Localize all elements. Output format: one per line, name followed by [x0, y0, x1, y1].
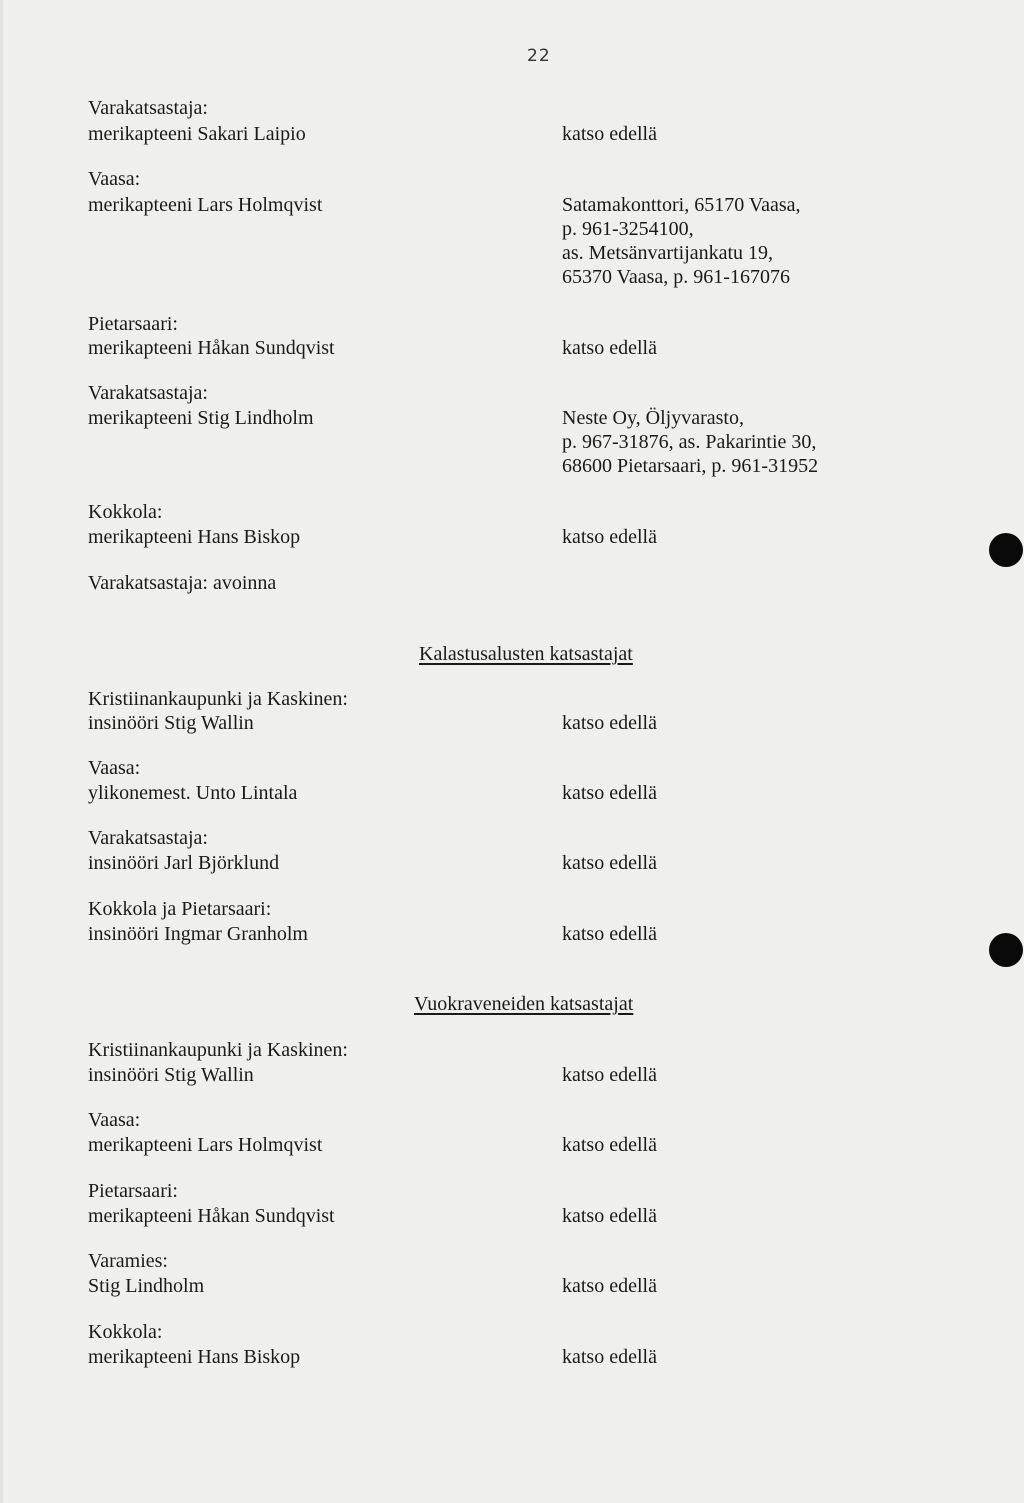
location-label: Kokkola ja Pietarsaari:: [88, 898, 272, 920]
location-label: Kokkola:: [88, 501, 163, 523]
page-number: 22: [527, 46, 551, 66]
inspector-name: merikapteeni Stig Lindholm: [88, 407, 314, 429]
section-heading-rental-boats: Vuokraveneiden katsastajat: [414, 993, 634, 1015]
inspector-name: ylikonemest. Unto Lintala: [88, 782, 298, 804]
inspector-name: insinööri Jarl Björklund: [88, 852, 280, 874]
location-label: Vaasa:: [88, 1109, 141, 1131]
contact-ref: katso edellä: [562, 1064, 657, 1086]
section-heading-fishing-vessels: Kalastusalusten katsastajat: [419, 643, 633, 665]
inspector-name: insinööri Stig Wallin: [88, 712, 254, 734]
contact-phone: p. 961-3254100,: [562, 218, 694, 240]
location-label: Kokkola:: [88, 1321, 163, 1343]
role-label: Varakatsastaja:: [88, 97, 208, 119]
contact-ref: katso edellä: [562, 337, 657, 359]
punch-hole: [989, 933, 1023, 967]
contact-ref: katso edellä: [562, 526, 657, 548]
contact-ref: katso edellä: [562, 1205, 657, 1227]
inspector-name: insinööri Ingmar Granholm: [88, 923, 308, 945]
inspector-name: merikapteeni Sakari Laipio: [88, 123, 306, 145]
inspector-name: merikapteeni Håkan Sundqvist: [88, 1205, 335, 1227]
contact-ref: katso edellä: [562, 712, 657, 734]
role-label: Varakatsastaja: avoinna: [88, 572, 277, 594]
contact-home-phone: 65370 Vaasa, p. 961-167076: [562, 266, 790, 288]
contact-phone: p. 967-31876, as. Pakarintie 30,: [562, 431, 817, 453]
inspector-name: merikapteeni Hans Biskop: [88, 1346, 301, 1368]
contact-ref: katso edellä: [562, 852, 657, 874]
location-label: Kristiinankaupunki ja Kaskinen:: [88, 688, 348, 710]
location-label: Vaasa:: [88, 168, 141, 190]
contact-address: Satamakonttori, 65170 Vaasa,: [562, 194, 801, 216]
location-label: Pietarsaari:: [88, 1180, 178, 1202]
inspector-name: merikapteeni Lars Holmqvist: [88, 194, 323, 216]
location-label: Vaasa:: [88, 757, 141, 779]
role-label: Varamies:: [88, 1250, 168, 1272]
location-label: Kristiinankaupunki ja Kaskinen:: [88, 1039, 348, 1061]
contact-ref: katso edellä: [562, 123, 657, 145]
contact-ref: katso edellä: [562, 1275, 657, 1297]
inspector-name: insinööri Stig Wallin: [88, 1064, 254, 1086]
inspector-name: Stig Lindholm: [88, 1275, 205, 1297]
inspector-name: merikapteeni Håkan Sundqvist: [88, 337, 335, 359]
contact-ref: katso edellä: [562, 1346, 657, 1368]
location-label: Pietarsaari:: [88, 313, 178, 335]
contact-ref: katso edellä: [562, 1134, 657, 1156]
contact-address: Neste Oy, Öljyvarasto,: [562, 407, 744, 429]
contact-home-address: 68600 Pietarsaari, p. 961-31952: [562, 455, 819, 477]
punch-hole: [989, 533, 1023, 567]
contact-home-address: as. Metsänvartijankatu 19,: [562, 242, 774, 264]
role-label: Varakatsastaja:: [88, 827, 208, 849]
inspector-name: merikapteeni Lars Holmqvist: [88, 1134, 323, 1156]
contact-ref: katso edellä: [562, 923, 657, 945]
contact-ref: katso edellä: [562, 782, 657, 804]
role-label: Varakatsastaja:: [88, 382, 208, 404]
inspector-name: merikapteeni Hans Biskop: [88, 526, 301, 548]
